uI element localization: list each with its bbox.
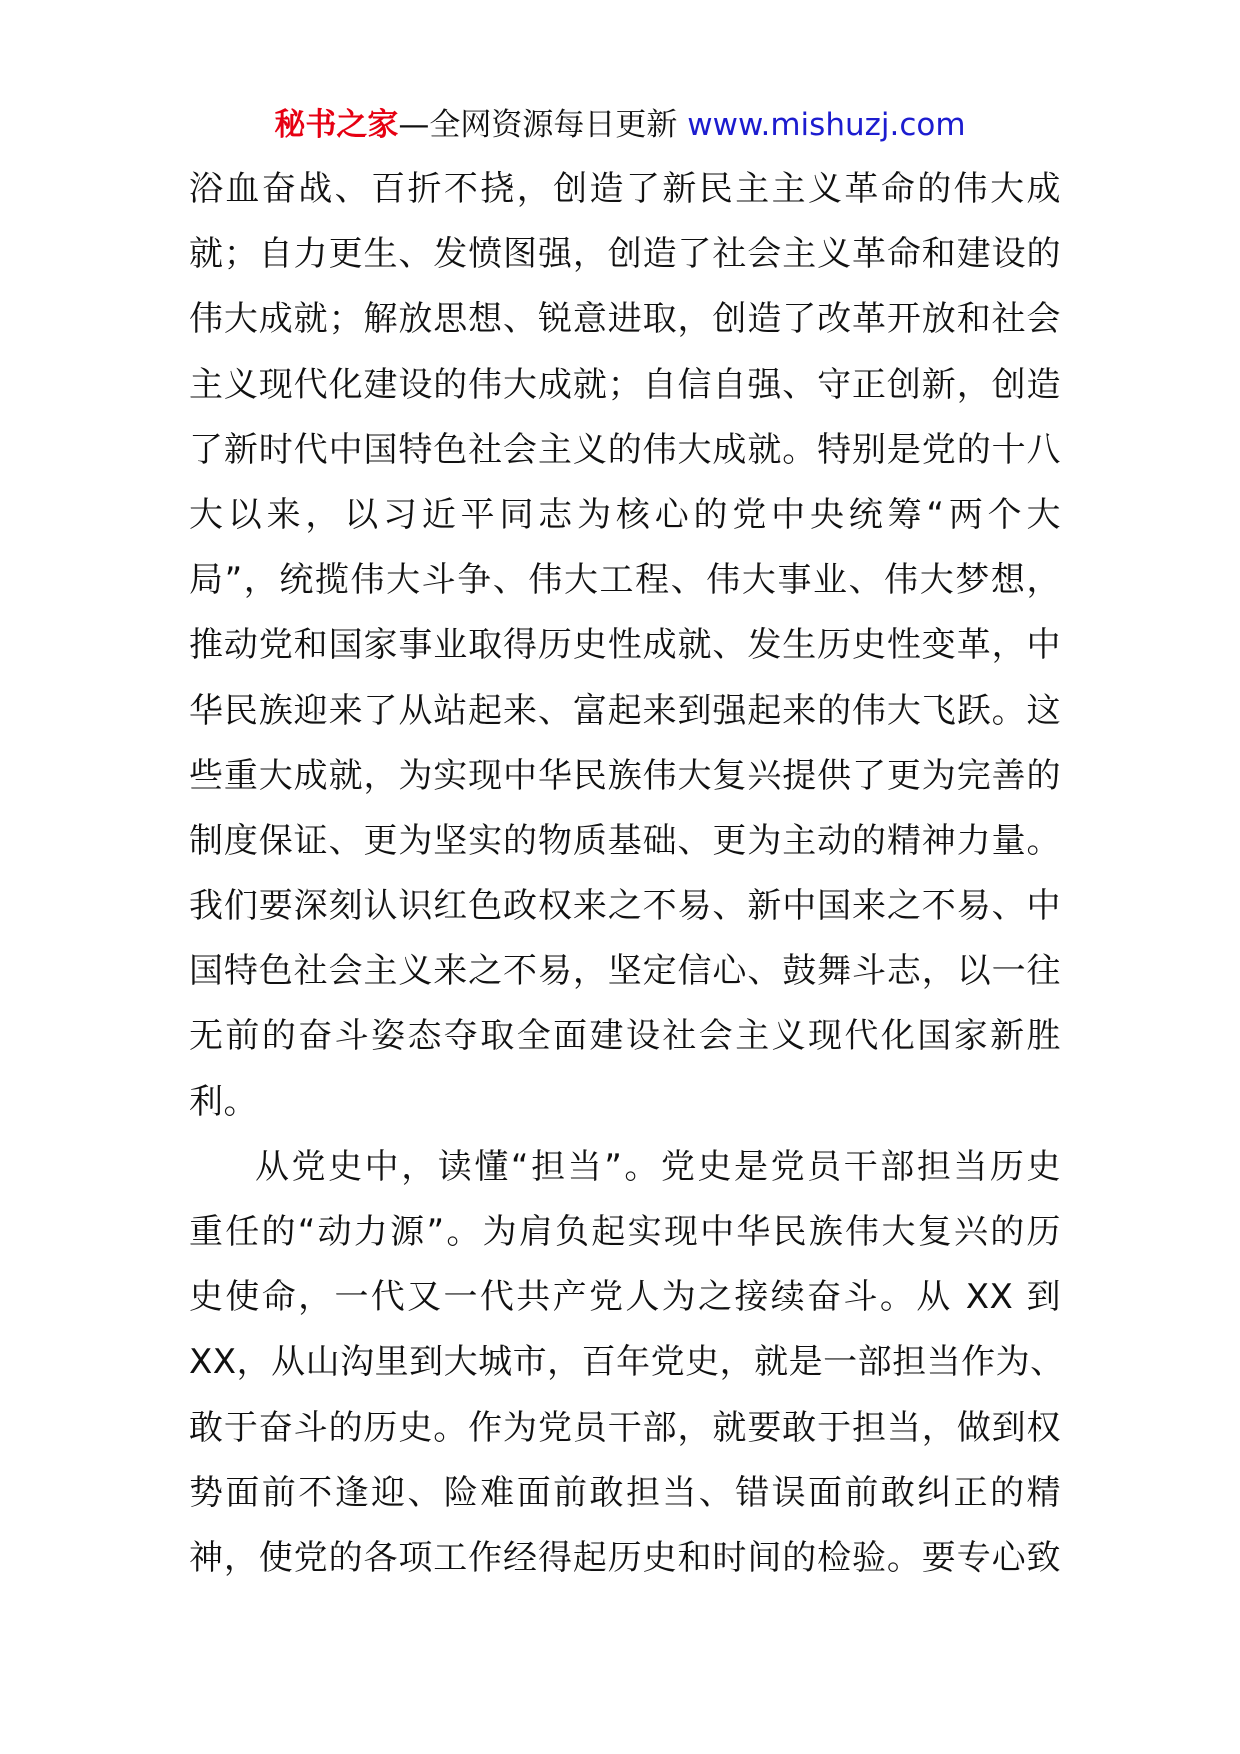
- text-line: 史使命，一代又一代共产党人为之接续奋斗。从 XX 到: [189, 1277, 1061, 1318]
- document-body: [189, 157, 1065, 1591]
- text-line: 国特色社会主义来之不易，坚定信心、鼓舞斗志，以一往: [189, 951, 1061, 992]
- text-line: 浴血奋战、百折不挠，创造了新民主主义革命的伟大成: [189, 169, 1061, 209]
- text-line: 神，使党的各项工作经得起历史和时间的检验。要专心致: [189, 1537, 1061, 1578]
- text-line: 敢于奋斗的历史。作为党员干部，就要敢于担当，做到权: [189, 1407, 1061, 1448]
- text-line: 就；自力更生、发愤图强，创造了社会主义革命和建设的: [189, 234, 1061, 275]
- text-line: 重任的“动力源”。为肩负起实现中华民族伟大复兴的历: [189, 1212, 1061, 1252]
- text-line: 利。: [189, 1081, 258, 1122]
- text-line: 局”，统揽伟大斗争、伟大工程、伟大事业、伟大梦想，: [189, 560, 1061, 601]
- paragraph-start-line: 从党史中，读懂“担当”。党史是党员干部担当历史: [255, 1146, 1061, 1187]
- text-line: 推动党和国家事业取得历史性成就、发生历史性变革，中: [189, 625, 1061, 666]
- text-line: 了新时代中国特色社会主义的伟大成就。特别是党的十八: [189, 429, 1061, 470]
- text-line: XX，从山沟里到大城市，百年党史，就是一部担当作为、: [189, 1342, 1065, 1383]
- page-header: [0, 100, 1240, 150]
- text-line: 伟大成就；解放思想、锐意进取，创造了改革开放和社会: [189, 299, 1061, 340]
- header-brand: 秘书之家: [274, 107, 399, 143]
- header-slogan: —全网资源每日更新: [398, 107, 688, 143]
- text-line: 势面前不逢迎、险难面前敢担当、错误面前敢纠正的精: [189, 1472, 1061, 1513]
- text-line: 我们要深刻认识红色政权来之不易、新中国来之不易、中: [189, 886, 1061, 927]
- text-line: 华民族迎来了从站起来、富起来到强起来的伟大飞跃。这: [189, 690, 1061, 731]
- text-line: 制度保证、更为坚实的物质基础、更为主动的精神力量。: [189, 820, 1061, 861]
- text-line: 无前的奋斗姿态夺取全面建设社会主义现代化国家新胜: [189, 1016, 1061, 1057]
- text-line: 主义现代化建设的伟大成就；自信自强、守正创新，创造: [189, 364, 1061, 405]
- text-line: 些重大成就，为实现中华民族伟大复兴提供了更为完善的: [189, 755, 1061, 796]
- text-line: 大以来，以习近平同志为核心的党中央统筹“两个大: [189, 494, 1061, 535]
- header-site-link[interactable]: www.mishuzj.com: [687, 107, 966, 143]
